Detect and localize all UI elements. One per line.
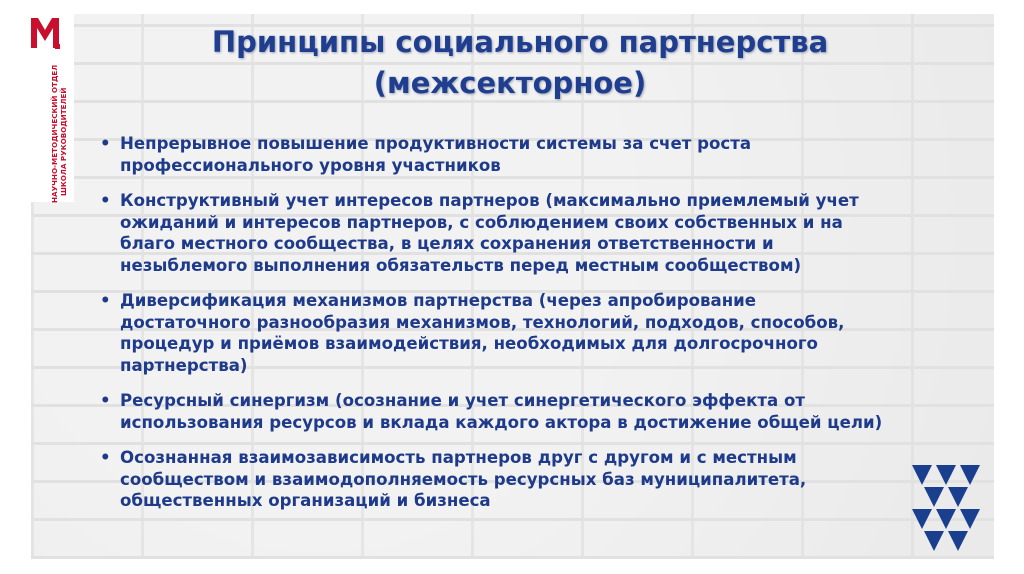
list-item: • Ресурсный синергизм (осознание и учет синергетического эффекта от использования ресурсов и вклада каждого актора в достижение общей цели) (100, 391, 883, 432)
bullet-icon: • (100, 391, 111, 410)
bullet-icon: • (100, 291, 111, 310)
logo-caption-line2: ШКОЛА РУКОВОДИТЕЛЕЙ (59, 87, 68, 196)
logo-icon (29, 14, 61, 50)
bullet-icon: • (100, 191, 111, 210)
logo-caption (50, 58, 68, 203)
list-item: • Диверсификация механизмов партнерства (через апробирование достаточного разнообразия механизмов, технологий, подходов, способов, процедур и приёмов взаимодействия, необходимых для долгосрочного партнерства) (100, 291, 845, 375)
slide-title-line1: Принципы социального партнерства (211, 25, 829, 59)
principles-list (100, 133, 980, 526)
logo-strip (0, 0, 74, 202)
decorative-triangles-icon (912, 465, 982, 551)
list-item: • Непрерывное повышение продуктивности системы за счет роста профессионального уровня участников (100, 134, 752, 175)
bullet-icon: • (100, 448, 111, 467)
list-item: • Осознанная взаимозависимость партнеров друг с другом и с местным сообществом и взаимодополняемость ресурсных баз муниципалитета, общественных организаций и бизнеса (100, 448, 807, 510)
bullet-icon: • (100, 134, 111, 153)
list-item: • Конструктивный учет интересов партнеров (максимально приемлемый учет ожиданий и интересов партнеров, с соблюдением своих собственных и на благо местного сообщества, в целях сохранения ответственности и незыблемого выполнения обязательств перед местным сообществом) (100, 191, 859, 275)
slide-title-line2: (межсекторное) (373, 66, 647, 100)
logo-caption-line1: НАУЧНО-МЕТОДИЧЕСКИЙ ОТДЕЛ (50, 64, 59, 203)
